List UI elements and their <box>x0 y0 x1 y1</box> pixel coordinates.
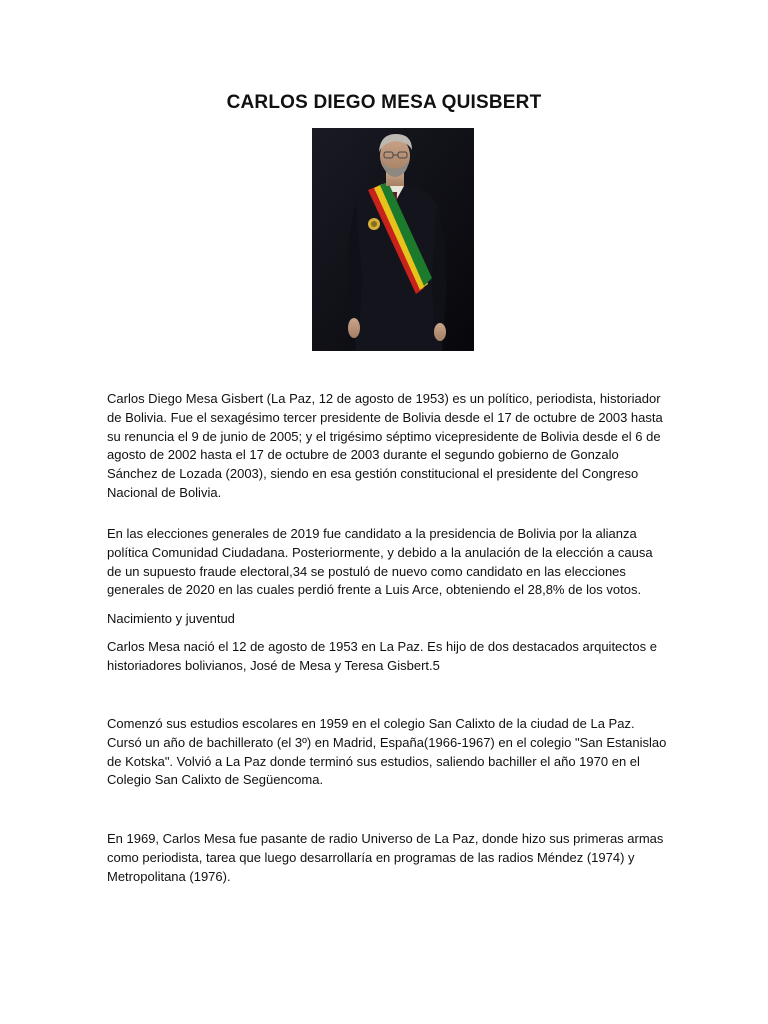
portrait-image <box>312 128 474 351</box>
journalism-paragraph: En 1969, Carlos Mesa fue pasante de radio Universo de La Paz, donde hizo sus primeras armas como periodista, tarea que luego desarrollaría en programas de las radios Méndez (1974) y Metropolitana (1976). <box>107 831 664 884</box>
page-title: CARLOS DIEGO MESA QUISBERT <box>226 92 542 113</box>
intro-paragraph: Carlos Diego Mesa Gisbert (La Paz, 12 de agosto de 1953) es un político, periodista, historiador de Bolivia. Fue el sexagésimo tercer presidente de Bolivia desde el 17 de octubre de 2003 hasta su renuncia el 9 de junio de 2005; y el trigésimo séptimo vicepresidente de Bolivia desde el 6 de agosto de 2002 hasta el 17 de octubre de 2003 durante el segundo gobierno de Gonzalo Sánchez de Lozada (2003), siendo en esa gestión constitucional el presidente del Congreso Nacional de Bolivia. <box>107 391 663 500</box>
elections-paragraph: En las elecciones generales de 2019 fue candidato a la presidencia de Bolivia por la alianza política Comunidad Ciudadana. Posteriormente, y debido a la anulación de la elección a causa de un supuesto fraude electoral,34 se postuló de nuevo como candidato en las elecciones generales de 2020 en las cuales perdió frente a Luis Arce, obteniendo el 28,8% de los votos. <box>107 526 653 598</box>
presidential-portrait-icon <box>312 128 474 351</box>
birth-paragraph: Carlos Mesa nació el 12 de agosto de 1953 en La Paz. Es hijo de dos destacados arquitectos e historiadores bolivianos, José de Mesa y Teresa Gisbert.5 <box>107 639 657 673</box>
section-heading: Nacimiento y juventud <box>107 611 235 626</box>
education-paragraph: Comenzó sus estudios escolares en 1959 en el colegio San Calixto de la ciudad de La Paz. Cursó un año de bachillerato (el 3º) en Madrid, España(1966-1967) en el colegio "San Estanislao de Kotska". Volvió a La Paz donde terminó sus estudios, saliendo bachiller el año 1970 en el Colegio San Calixto de Següencoma. <box>107 716 667 788</box>
